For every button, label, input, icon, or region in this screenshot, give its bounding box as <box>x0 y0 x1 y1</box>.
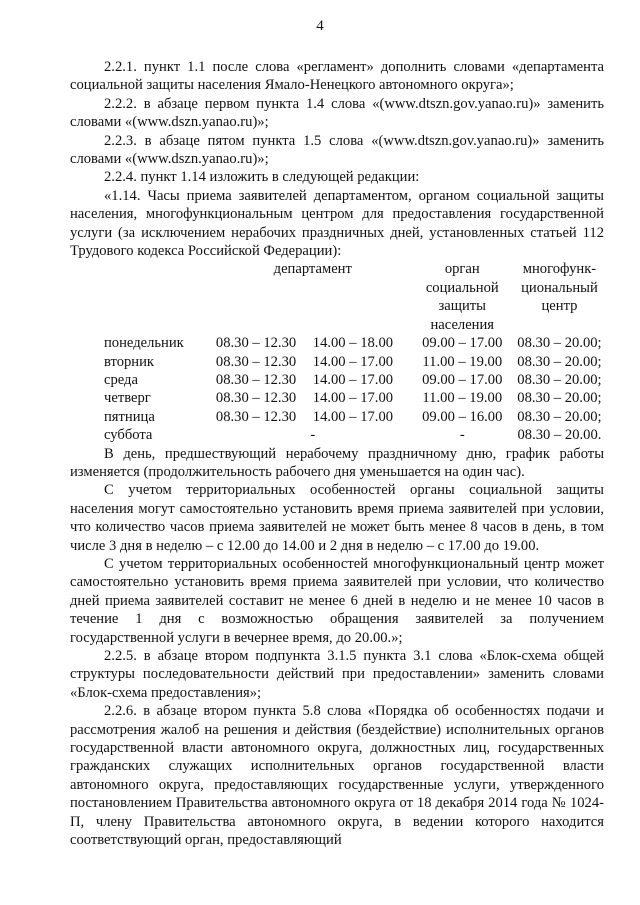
schedule-header-row <box>104 260 604 334</box>
day-cell: четверг <box>104 390 151 407</box>
header-mfc-line2: циональный <box>521 279 598 296</box>
header-organ-line2: социальной <box>425 279 499 296</box>
document-body <box>70 58 604 849</box>
mfc-hours-cell: 08.30 – 20.00; <box>517 390 602 407</box>
day-cell: понедельник <box>104 335 184 352</box>
paragraph-1-14: «1.14. Часы приема заявителей департаментом, органом социальной защиты населения, многофункциональным центром для предоставления государственной услуги (за исключением нерабочих праздничных дней, установленных статьей 112 Трудового кодекса Российской Федерации): <box>70 187 604 260</box>
table-row <box>104 426 604 444</box>
paragraph-organ-schedule: С учетом территориальных особенностей органы социальной защиты населения могут самостоятельно установить время приема заявителей при условии, что количество часов приема заявителей не может быть менее 8 часов в день, в том числе 3 дня в неделю – с 12.00 до 14.00 и 2 дня в неделю – с 17.00 до 19.00. <box>70 482 604 554</box>
organ-hours-cell: 09.00 – 17.00 <box>422 335 503 352</box>
organ-hours-cell: 11.00 – 19.00 <box>422 390 503 407</box>
table-row <box>104 408 604 426</box>
paragraph-2-2-4: 2.2.4. пункт 1.14 изложить в следующей редакции: <box>104 169 420 186</box>
department-morning-cell: 08.30 – 12.30 <box>215 371 297 388</box>
department-afternoon-cell: 14.00 – 17.00 <box>312 371 394 388</box>
department-afternoon-cell: 14.00 – 17.00 <box>312 408 394 425</box>
mfc-hours-cell: 08.30 – 20.00; <box>517 335 602 352</box>
table-row <box>104 334 604 352</box>
mfc-hours-cell: 08.30 – 20.00; <box>517 371 602 388</box>
department-afternoon-cell: 14.00 – 17.00 <box>312 353 394 370</box>
table-row <box>104 389 604 407</box>
header-mfc-line1: многофунк- <box>522 261 597 278</box>
paragraph-2-2-3: 2.2.3. в абзаце пятом пункта 1.5 слова «(www.dtszn.gov.yanao.ru)» заменить словами «(www.dszn.yanao.ru)»; <box>70 132 604 168</box>
paragraph-2-2-6: 2.2.6. в абзаце втором пункта 5.8 слова «Порядка об особенностях подачи и рассмотрения жалоб на решения и действия (бездействие) исполнительных органов государственной власти автономного округа, должностных лиц, государственных гражданских служащих исполнительных органов государственной власти автономного округа, предоставляющих государственные услуги, утвержденного постановлением Правительства автономного округа от 18 декабря 2014 года № 1024-П, члену Правительства автономного округа, в ведении которого находится соответствующий орган, предоставляющий <box>70 703 604 849</box>
page-number: 4 <box>316 18 324 34</box>
mfc-hours-cell: 08.30 – 20.00; <box>517 353 602 370</box>
department-morning-cell: 08.30 – 12.30 <box>215 390 297 407</box>
department-morning-cell: 08.30 – 12.30 <box>215 353 297 370</box>
department-afternoon-cell: 14.00 – 18.00 <box>312 335 394 352</box>
day-cell: вторник <box>104 353 155 370</box>
paragraph-2-2-5: 2.2.5. в абзаце втором подпункта 3.1.5 пункта 3.1 слова «Блок-схема общей структуры последовательности действий при предоставлении» заменить словами «Блок-схема предоставления»; <box>70 648 604 701</box>
day-cell: среда <box>104 371 138 388</box>
department-hours-cell: - <box>310 427 316 444</box>
header-department: департамент <box>273 261 352 278</box>
header-mfc <box>515 260 604 334</box>
paragraph-holiday-note: В день, предшествующий нерабочему праздничному дню, график работы изменяется (продолжительность рабочего дня уменьшается на один час). <box>70 445 604 480</box>
header-organ-line4: населения <box>430 316 495 333</box>
paragraph-2-2-1: 2.2.1. пункт 1.1 после слова «регламент» дополнить словами «департамента социальной защиты населения Ямало-Ненецкого автономного округа»; <box>70 59 604 94</box>
table-row <box>104 353 604 371</box>
day-cell: пятница <box>104 408 155 425</box>
header-organ-line1: орган <box>444 261 480 278</box>
header-organ <box>410 260 515 334</box>
department-afternoon-cell: 14.00 – 17.00 <box>312 390 394 407</box>
mfc-hours-cell: 08.30 – 20.00; <box>517 408 602 425</box>
header-mfc-line3: центр <box>541 298 578 315</box>
table-row <box>104 371 604 389</box>
organ-hours-cell: 09.00 – 17.00 <box>422 371 503 388</box>
mfc-hours-cell: 08.30 – 20.00. <box>517 427 602 444</box>
paragraph-mfc-schedule: С учетом территориальных особенностей многофункциональный центр может самостоятельно установить время приема заявителей при условии, что количество дней приема заявителей составит не менее 6 дней в неделю и не менее 10 часов в течение 1 дня с возможностью обращения заявителей за получением государственной услуги в вечернее время, до 20.00.»; <box>70 555 604 646</box>
organ-hours-cell: 11.00 – 19.00 <box>422 353 503 370</box>
paragraph-2-2-2: 2.2.2. в абзаце первом пункта 1.4 слова «(www.dtszn.gov.yanao.ru)» заменить словами «(www.dszn.yanao.ru)»; <box>70 95 604 131</box>
department-morning-cell: 08.30 – 12.30 <box>215 335 297 352</box>
header-organ-line3: защиты <box>438 298 486 315</box>
organ-hours-cell: 09.00 – 16.00 <box>422 408 503 425</box>
department-morning-cell: 08.30 – 12.30 <box>215 408 297 425</box>
day-cell: суббота <box>104 427 153 444</box>
organ-hours-cell: - <box>459 427 465 444</box>
schedule-table <box>104 260 604 444</box>
